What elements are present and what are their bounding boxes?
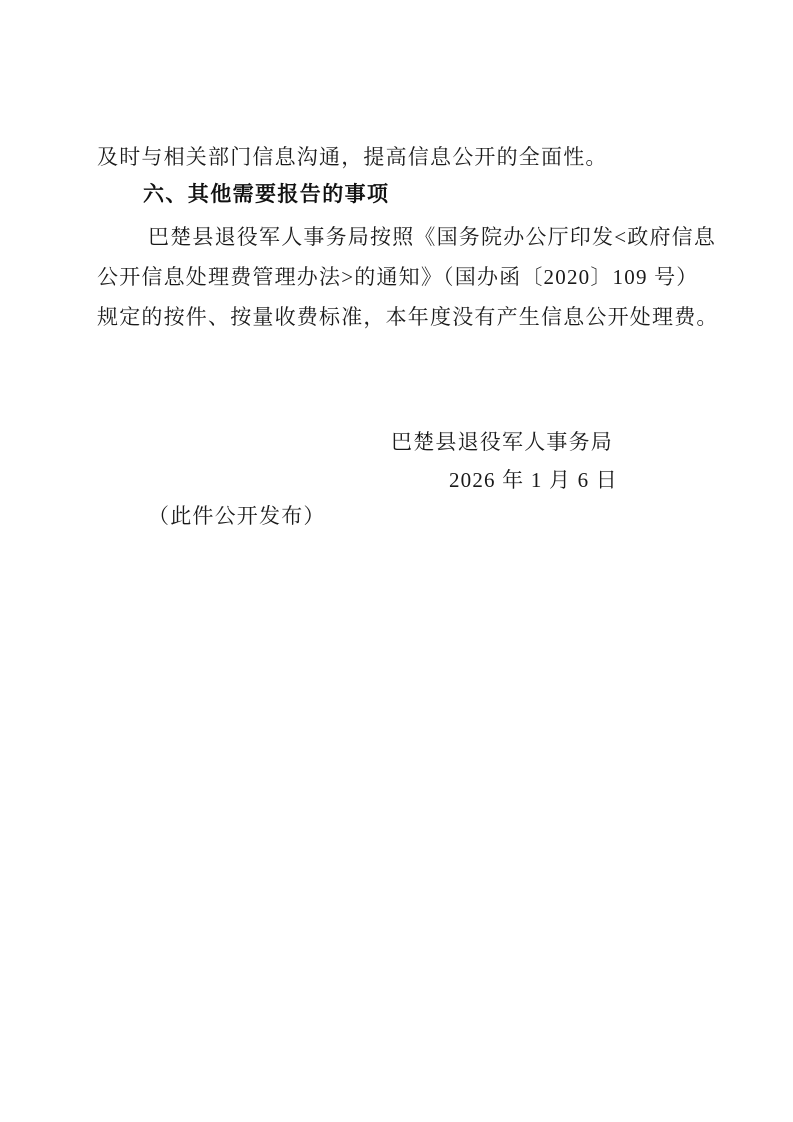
paragraph-continuation-line: 及时与相关部门信息沟通，提高信息公开的全面性。 bbox=[97, 145, 608, 169]
signature-organization: 巴楚县退役军人事务局 bbox=[391, 430, 613, 454]
body-line-1: 巴楚县退役军人事务局按照《国务院办公厅印发<政府信息 bbox=[148, 225, 717, 249]
signature-date: 2026 年 1 月 6 日 bbox=[448, 468, 618, 492]
public-release-note: （此件公开发布） bbox=[148, 504, 326, 528]
section-heading: 六、其他需要报告的事项 bbox=[143, 183, 390, 206]
body-line-2: 公开信息处理费管理办法>的通知》（国办函〔2020〕109 号） bbox=[97, 265, 699, 289]
body-line-3: 规定的按件、按量收费标准，本年度没有产生信息公开处理费。 bbox=[97, 305, 719, 329]
